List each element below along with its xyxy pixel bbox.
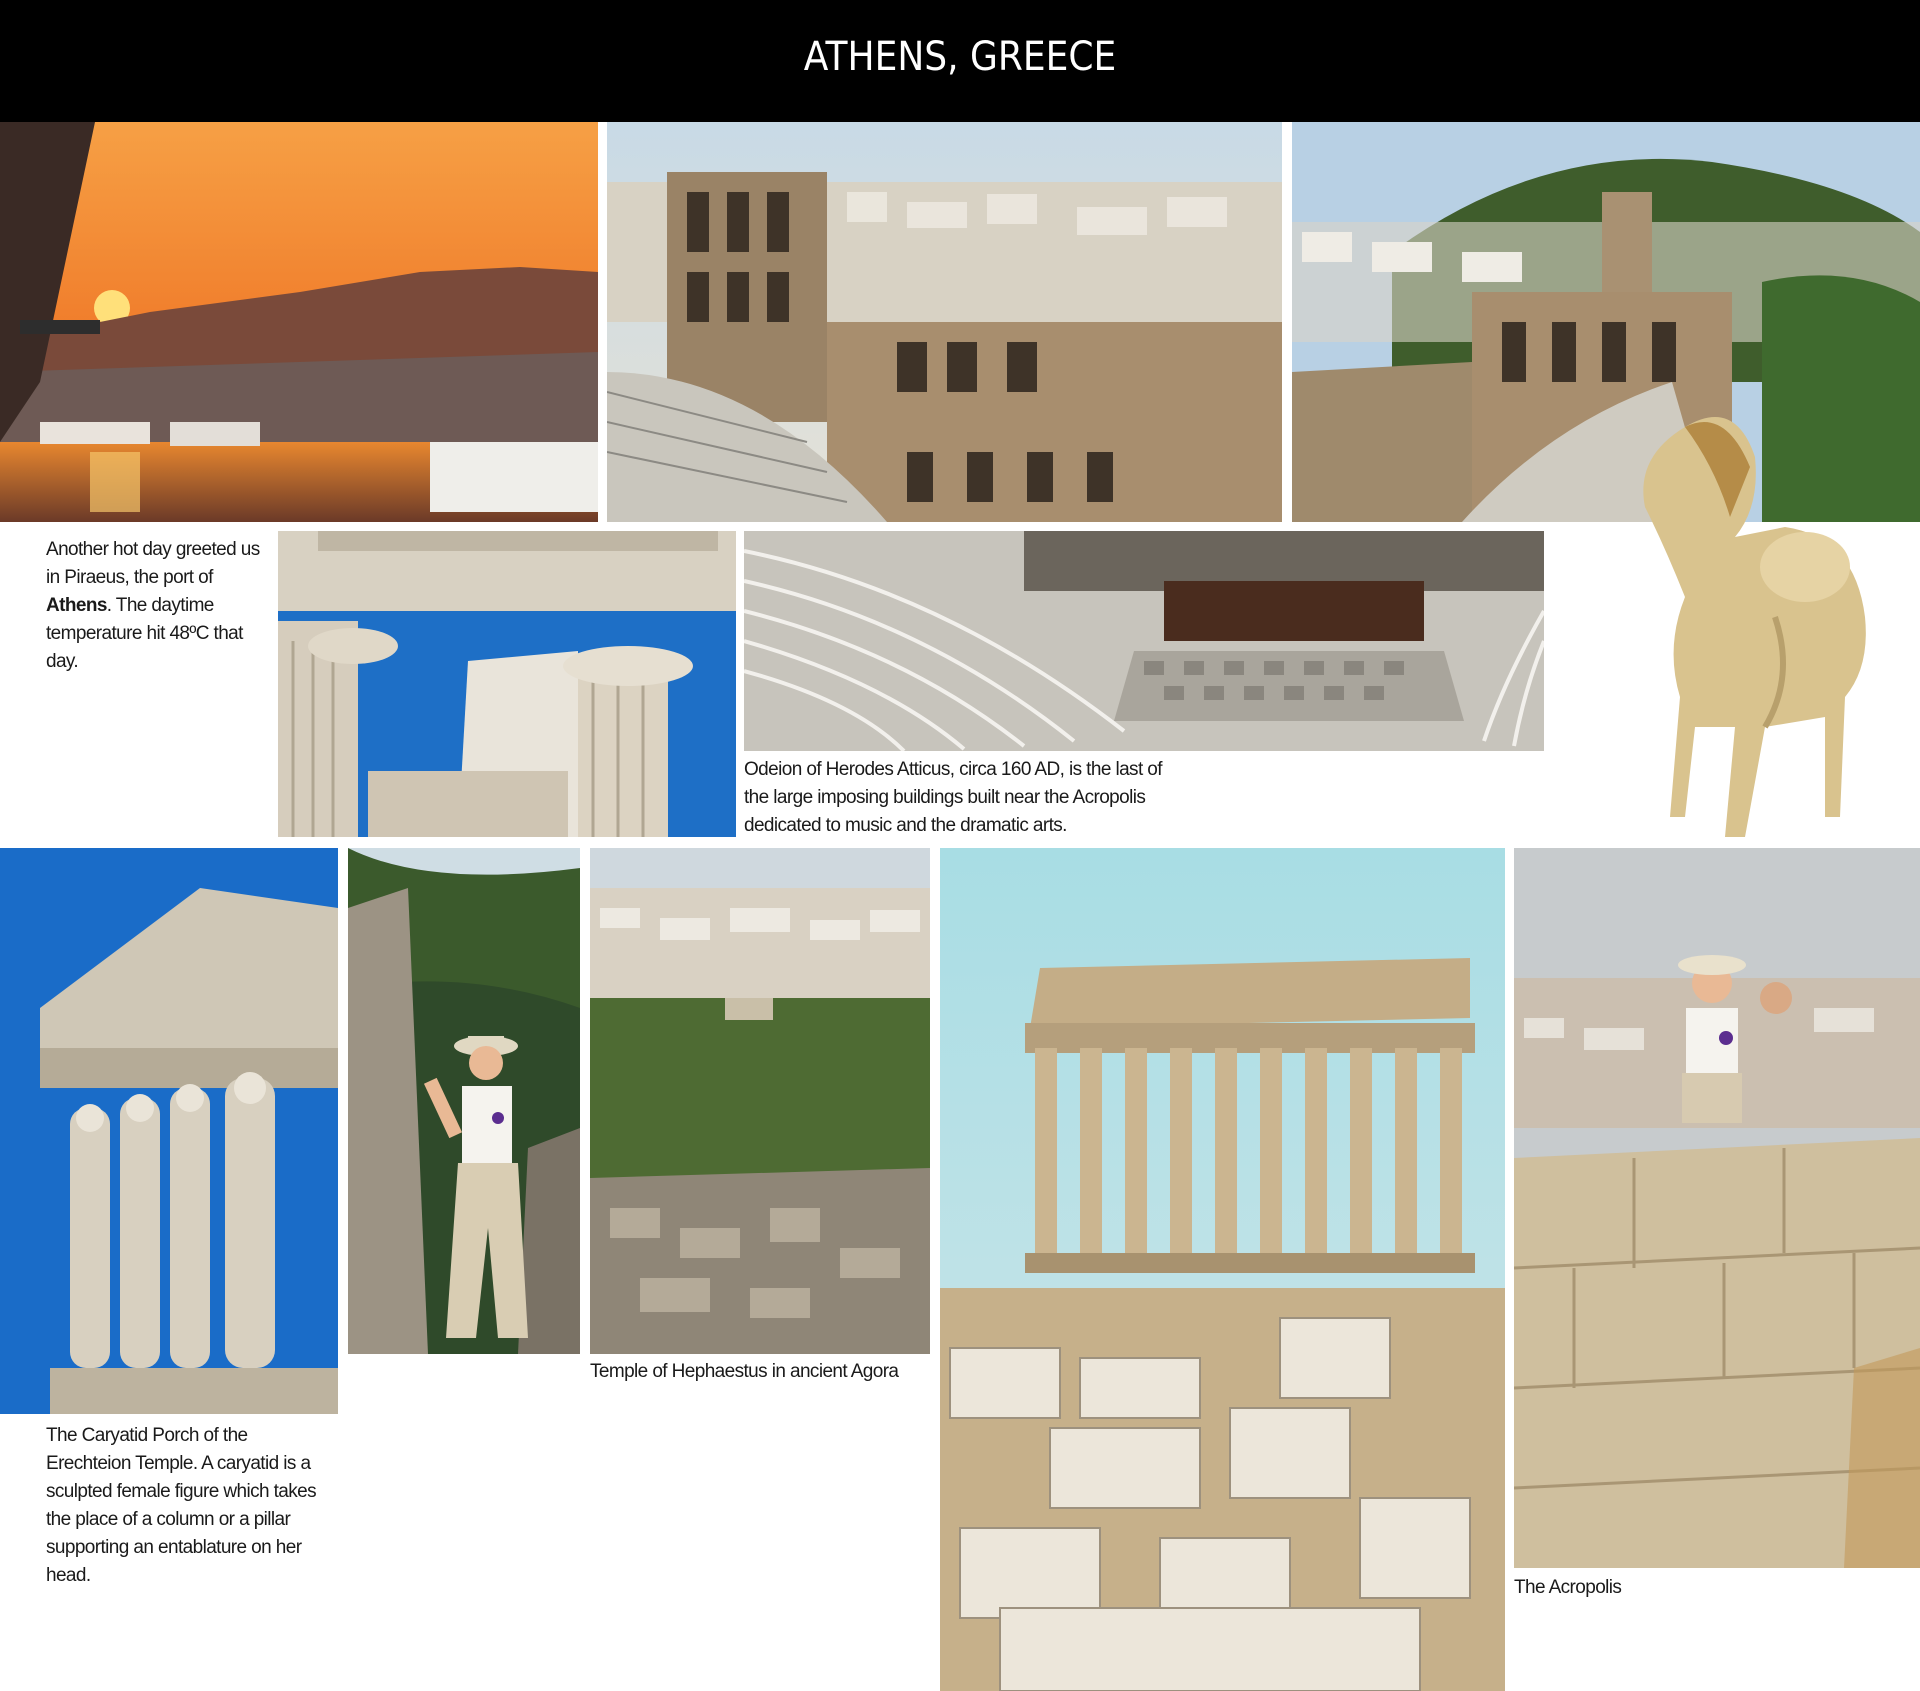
horse-statue-photo [1625, 397, 1875, 849]
odeion-stage-photo [744, 531, 1544, 751]
odeion-overview-photo [607, 122, 1282, 522]
woman-by-rock-photo [348, 848, 580, 1354]
parthenon-photo [940, 848, 1505, 1691]
caryatid-caption: The Caryatid Porch of the Erechteion Temple. A caryatid is a sculpted female figure which takes the place of a column or a pillar supporting an entablature on her head. [46, 1425, 317, 1586]
hephaestus-view-photo [590, 848, 930, 1354]
piraeus-caption-end: . The daytime temperature hit 48ºC that day. [46, 595, 243, 672]
hephaestus-caption: Temple of Hephaestus in ancient Agora [590, 1361, 899, 1382]
caryatid-porch-photo [0, 848, 338, 1414]
page-header [0, 0, 1920, 122]
piraeus-caption-text: Another hot day greeted us in Piraeus, the port of [46, 539, 260, 588]
athens-bold-text: Athens [46, 595, 107, 616]
page-title: ATHENS, GREECE [803, 34, 1117, 80]
odeion-caption: Odeion of Herodes Atticus, circa 160 AD, is the last of the large imposing buildings built near the Acropolis dedicated to music and the dramatic arts. [744, 759, 1162, 836]
ionic-columns-photo [278, 531, 736, 837]
acropolis-wall-photo [1514, 848, 1920, 1568]
acropolis-caption: The Acropolis [1514, 1577, 1622, 1598]
piraeus-caption [46, 536, 276, 676]
piraeus-sunset-photo [0, 122, 598, 522]
